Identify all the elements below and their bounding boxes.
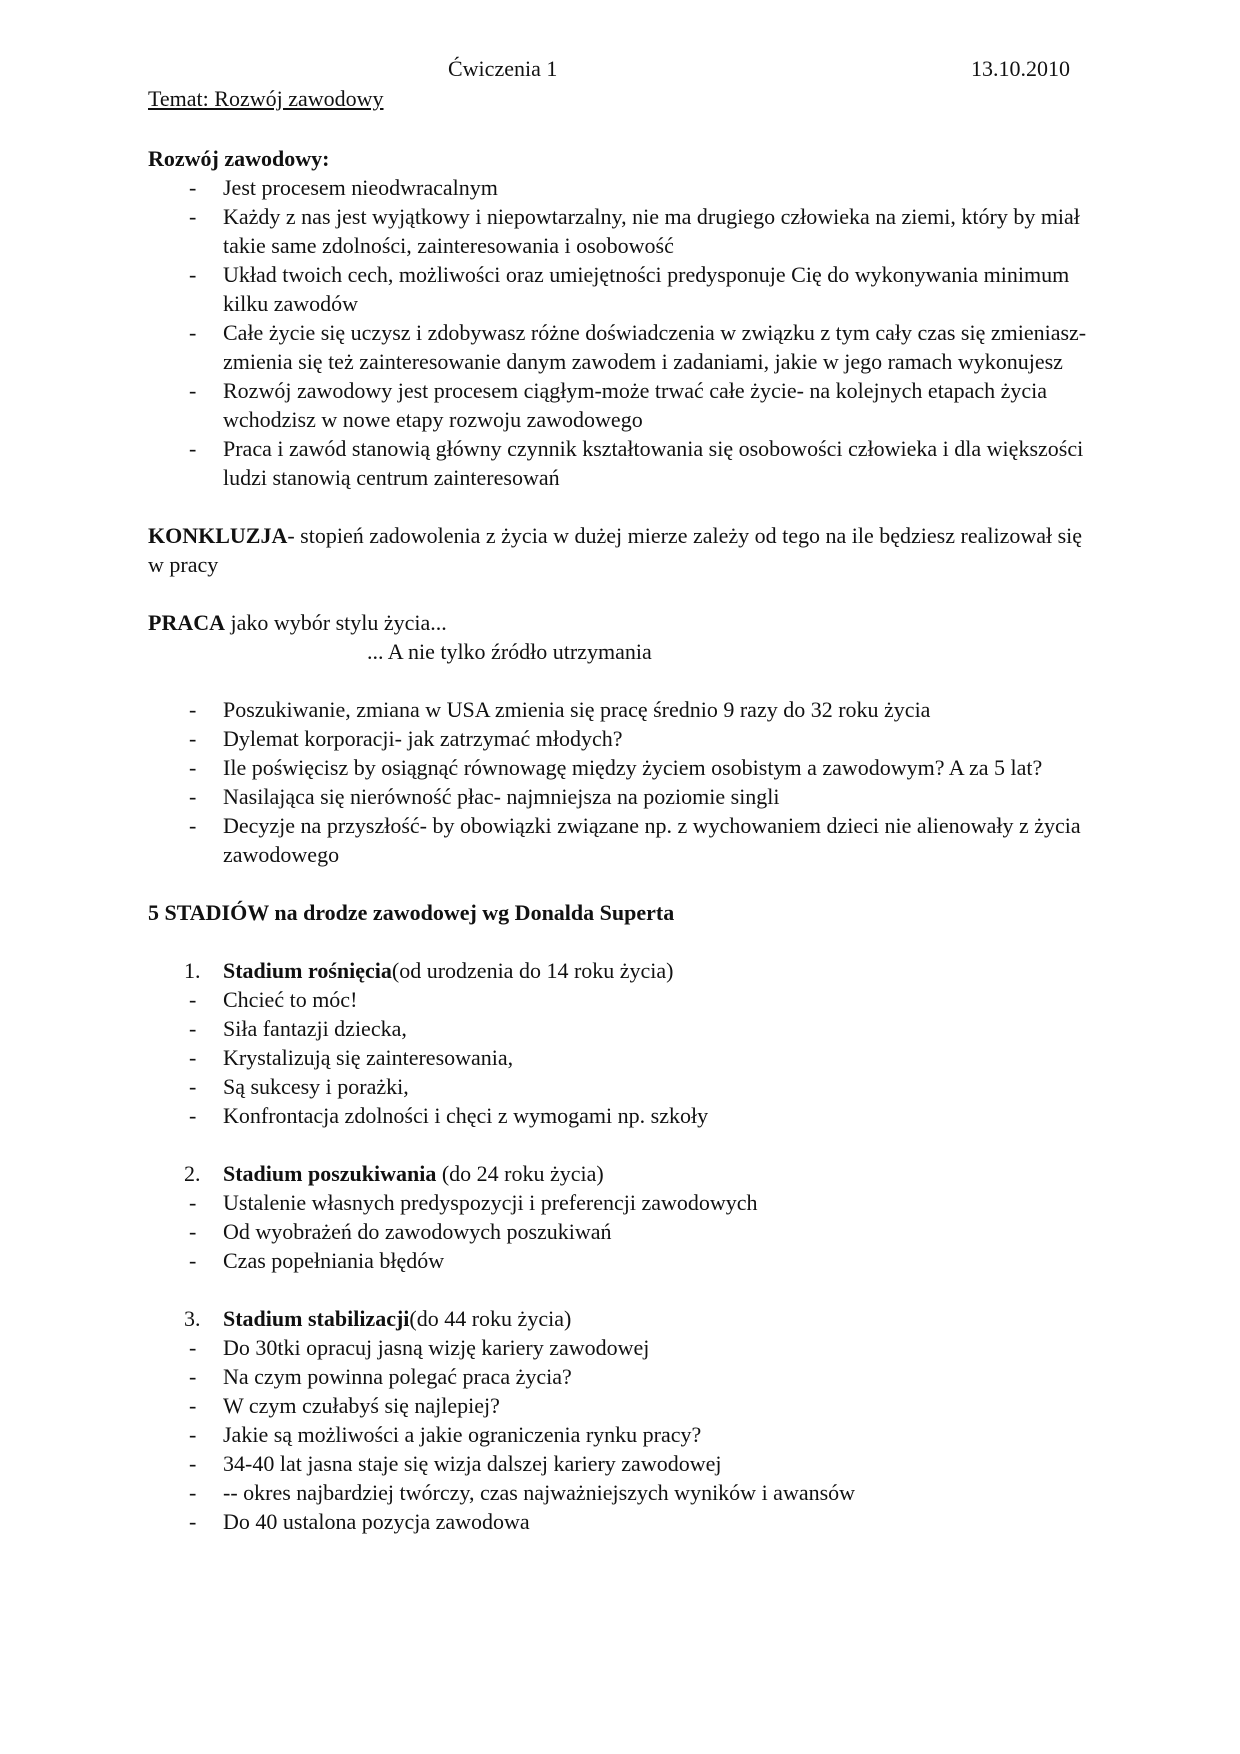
conclusion-paragraph <box>148 521 1088 579</box>
list-item: - Decyzje na przyszłość- by obowiązki związane np. z wychowaniem dzieci nie alienowały z życia zawodowego <box>148 811 1088 869</box>
stage-number: 2. <box>184 1161 201 1186</box>
list-item: - Chcieć to móc! <box>148 985 1088 1014</box>
stage-name: Stadium poszukiwania <box>223 1161 437 1186</box>
list-item: - Jest procesem nieodwracalnym <box>148 173 1088 202</box>
list-item: - Są sukcesy i porażki, <box>148 1072 1088 1101</box>
list-item: - Całe życie się uczysz i zdobywasz różne doświadczenia w związku z tym cały czas się zmieniasz-zmienia się też zainteresowanie danym zawodem i zadaniami, jakie w jego ramach wykonujesz <box>148 318 1088 376</box>
list-item: - Siła fantazji dziecka, <box>148 1014 1088 1043</box>
list-item: - Konfrontacja zdolności i chęci z wymogami np. szkoły <box>148 1101 1088 1130</box>
list-item: - Każdy z nas jest wyjątkowy i niepowtarzalny, nie ma drugiego człowieka na ziemi, który by miał takie same zdolności, zainteresowania i osobowość <box>148 202 1088 260</box>
stage-3-title <box>148 1304 1088 1333</box>
conclusion-text: - stopień zadowolenia z życia w dużej mierze zależy od tego na ile będziesz realizował się w pracy <box>148 523 1083 577</box>
stage-1-list <box>148 985 1088 1130</box>
stage-2-list <box>148 1188 1088 1275</box>
list-item: - Ustalenie własnych predyspozycji i preferencji zawodowych <box>148 1188 1088 1217</box>
stage-3-list <box>148 1333 1088 1536</box>
list-item: - Układ twoich cech, możliwości oraz umiejętności predysponuje Cię do wykonywania minimum kilku zawodów <box>148 260 1088 318</box>
stage-2-title <box>148 1159 1088 1188</box>
list-item: - Jakie są możliwości a jakie ograniczenia rynku pracy? <box>148 1420 1088 1449</box>
list-item: - -- okres najbardziej twórczy, czas najważniejszych wyników i awansów <box>148 1478 1088 1507</box>
list-item: - Od wyobrażeń do zawodowych poszukiwań <box>148 1217 1088 1246</box>
list-item: - 34-40 lat jasna staje się wizja dalszej kariery zawodowej <box>148 1449 1088 1478</box>
bullet-list-praca <box>148 695 1088 869</box>
stage-number: 3. <box>184 1306 201 1331</box>
list-item: - Rozwój zawodowy jest procesem ciągłym-może trwać całe życie- na kolejnych etapach życia wchodzisz w nowe etapy rozwoju zawodowego <box>148 376 1088 434</box>
list-item: - Do 40 ustalona pozycja zawodowa <box>148 1507 1088 1536</box>
work-subtext: ... A nie tylko źródło utrzymania <box>367 639 652 664</box>
stage-1-title <box>148 956 1088 985</box>
stage-range: (do 44 roku życia) <box>409 1306 572 1331</box>
list-item: - Praca i zawód stanowią główny czynnik kształtowania się osobowości człowieka i dla większości ludzi stanowią centrum zainteresowań <box>148 434 1088 492</box>
header-date: 13.10.2010 <box>971 56 1070 81</box>
work-text: jako wybór stylu życia... <box>225 610 447 635</box>
bullet-list-rozwoj <box>148 173 1088 492</box>
section-heading-rozwoj: Rozwój zawodowy: <box>148 146 330 171</box>
stage-range: (do 24 roku życia) <box>436 1161 604 1186</box>
stages-heading: 5 STADIÓW na drodze zawodowej wg Donalda Superta <box>148 900 675 925</box>
stage-range: (od urodzenia do 14 roku życia) <box>391 958 674 983</box>
conclusion-label: KONKLUZJA <box>148 523 288 548</box>
stage-number: 1. <box>184 958 201 983</box>
list-item: - Krystalizują się zainteresowania, <box>148 1043 1088 1072</box>
list-item: - Na czym powinna polegać praca życia? <box>148 1362 1088 1391</box>
list-item: - Poszukiwanie, zmiana w USA zmienia się pracę średnio 9 razy do 32 roku życia <box>148 695 1088 724</box>
work-label: PRACA <box>148 610 225 635</box>
list-item: - Czas popełniania błędów <box>148 1246 1088 1275</box>
list-item: - Dylemat korporacji- jak zatrzymać młodych? <box>148 724 1088 753</box>
stage-name: Stadium rośnięcia <box>223 958 392 983</box>
topic-line: Temat: Rozwój zawodowy <box>148 86 384 111</box>
list-item: - Do 30tki opracuj jasną wizję kariery zawodowej <box>148 1333 1088 1362</box>
list-item: - Nasilająca się nierówność płac- najmniejsza na poziomie singli <box>148 782 1088 811</box>
document-body <box>148 144 1088 1536</box>
list-item: - W czym czułabyś się najlepiej? <box>148 1391 1088 1420</box>
list-item: - Ile poświęcisz by osiągnąć równowagę między życiem osobistym a zawodowym? A za 5 lat? <box>148 753 1088 782</box>
work-paragraph <box>148 608 1088 637</box>
document-header <box>148 56 1070 86</box>
header-title: Ćwiczenia 1 <box>448 56 558 81</box>
stage-name: Stadium stabilizacji <box>223 1306 410 1331</box>
